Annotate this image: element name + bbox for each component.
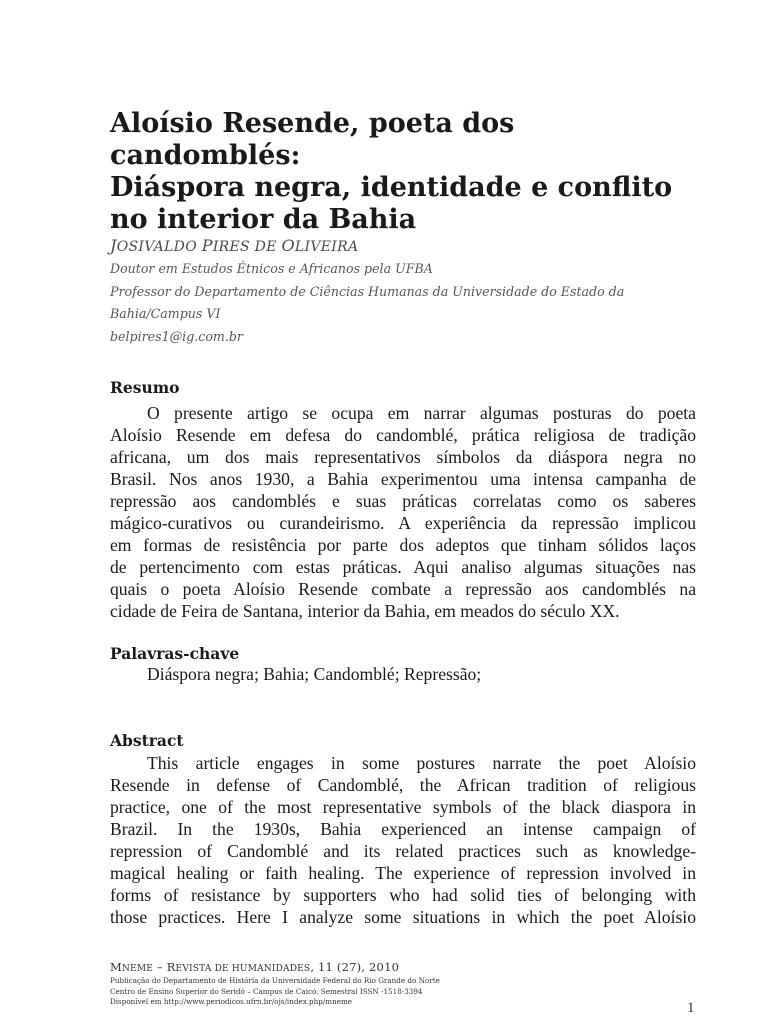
article-title (110, 108, 710, 236)
resumo-heading: Resumo (110, 378, 180, 397)
journal-citation: MNEME – REVISTA DE HUMANIDADES, 11 (27), 2010 (110, 960, 400, 974)
abstract-heading: Abstract (110, 731, 184, 750)
journal-footer (110, 960, 670, 1008)
resumo-line: de pertencimento com estas práticas. Aqui analiso algumas situações nas (110, 557, 696, 577)
affiliation-line-2: Professor do Departamento de Ciências Humanas da Universidade do Estado da (110, 283, 625, 299)
author-email: belpires1@ig.com.br (110, 328, 243, 344)
affiliation-line-3: Bahia/Campus VI (110, 306, 221, 321)
title-line-3: no interior da Bahia (110, 204, 417, 235)
page-number: 1 (687, 1000, 695, 1016)
author-name: JOSIVALDO PIRES DE OLIVEIRA (110, 236, 359, 255)
abstract-line: forms of resistance by supporters who had solid ties of belonging with (110, 885, 696, 905)
abstract-line: Brazil. In the 1930s, Bahia experienced an intense campaign of (110, 819, 696, 839)
resumo-line: quais o poeta Aloísio Resende combate a repressão aos candomblés na (110, 579, 696, 599)
abstract-line: Resende in defense of Candomblé, the African tradition of religious (110, 775, 696, 795)
resumo-line: Brasil. Nos anos 1930, a Bahia experimentou uma intensa campanha de (110, 469, 696, 489)
affiliation-line-1: Doutor em Estudos Étnicos e Africanos pela UFBA (110, 261, 433, 276)
resumo-line: repressão aos candomblés e suas práticas correlatas como os saberes (110, 491, 696, 511)
abstract-line: This article engages in some postures narrate the poet Aloísio (147, 753, 696, 773)
abstract-line: repression of Candomblé and its related practices such as knowledge- (110, 841, 696, 861)
palavras-chave-heading: Palavras-chave (110, 644, 240, 663)
title-line-1: Aloísio Resende, poeta dos candomblés: (110, 108, 515, 171)
resumo-line: cidade de Feira de Santana, interior da Bahia, em meados do século XX. (110, 601, 620, 621)
resumo-line: africana, um dos mais representativos símbolos da diáspora negra no (110, 447, 696, 467)
publisher-line: Publicação do Departamento de História da Universidade Federal do Rio Grande do Norte (110, 976, 440, 985)
abstract-body (110, 752, 696, 928)
resumo-body (110, 402, 696, 622)
abstract-line: practice, one of the most representative symbols of the black diaspora in (110, 797, 696, 817)
resumo-line: em formas de resistência por parte dos adeptos que tinham sólidos laços (110, 535, 696, 555)
resumo-line: Aloísio Resende em defesa do candomblé, prática religiosa de tradição (110, 425, 696, 445)
author-affiliation (110, 258, 700, 348)
availability-link[interactable]: Disponível em http://www.periodicos.ufrn.br/ojs/index.php/mneme (110, 997, 353, 1006)
campus-issn-line: Centro de Ensino Superior do Seridó – Campus de Caicó. Semestral ISSN ‑1518‑3394 (110, 986, 423, 996)
resumo-line: mágico-curativos ou curandeirismo. A experiência da repressão implicou (110, 513, 696, 533)
resumo-line: O presente artigo se ocupa em narrar algumas posturas do poeta (147, 403, 696, 423)
title-line-2: Diáspora negra, identidade e conflito (110, 172, 673, 203)
palavras-chave-text: Diáspora negra; Bahia; Candomblé; Repressão; (147, 664, 482, 684)
abstract-line: those practices. Here I analyze some situations in which the poet Aloísio (110, 907, 696, 927)
abstract-line: magical healing or faith healing. The experience of repression involved in (110, 863, 696, 883)
